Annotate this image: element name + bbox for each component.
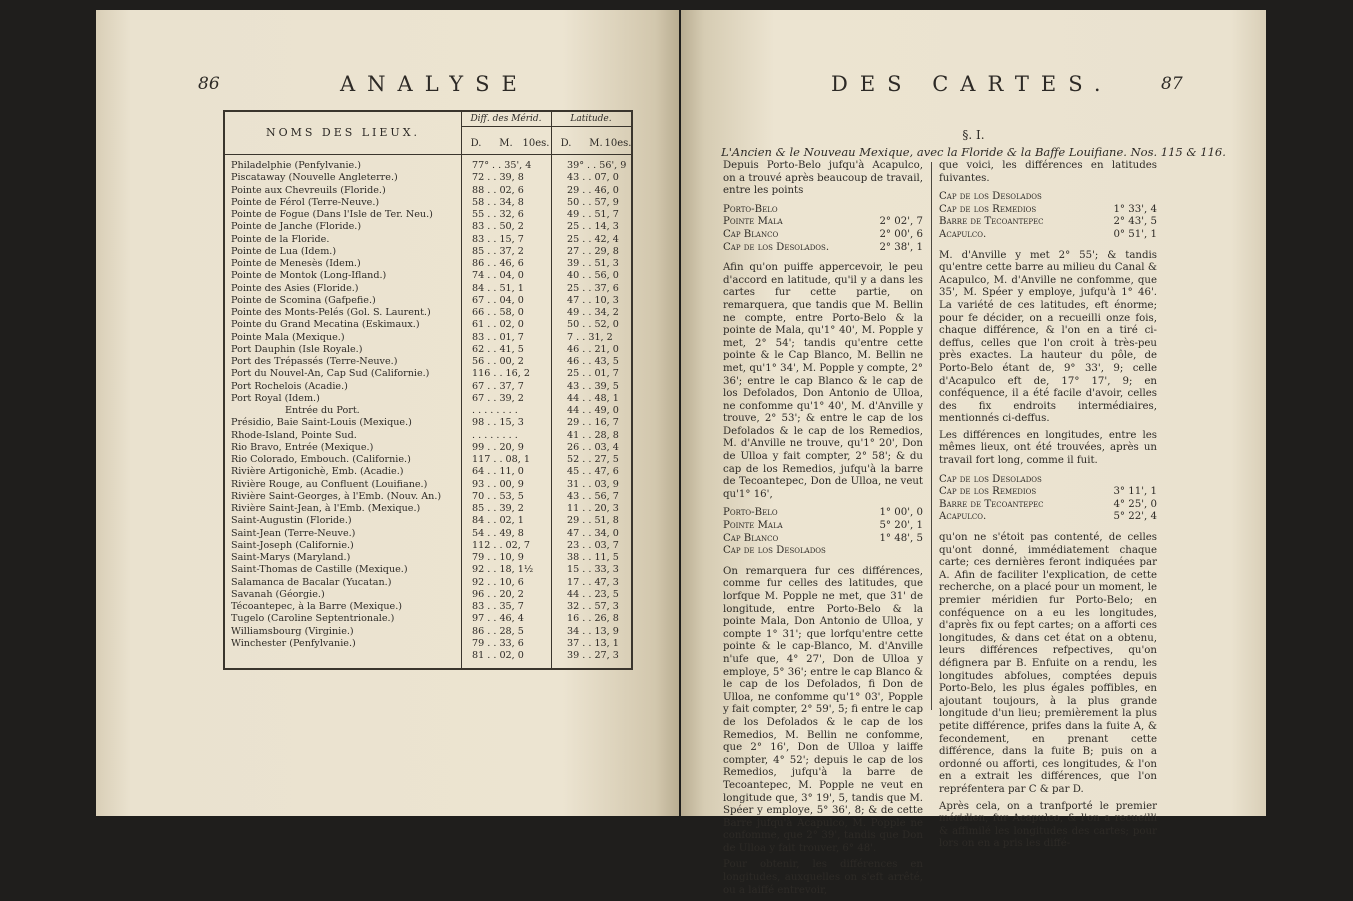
meridian-difference: 93 . . 00, 9 [472, 478, 524, 490]
place-name: Pointe de Janche (Floride.) [231, 221, 362, 233]
meridian-difference: 74 . . 04, 0 [472, 270, 524, 282]
section-subtitle: L'Ancien & le Nouveau Mexique, avec la Floride & la Baffe Louifiane. Nos. 115 & 116. [721, 145, 1226, 159]
table-row [231, 295, 627, 307]
meridian-difference: 56 . . 00, 2 [472, 356, 524, 367]
sub-minutes: M. [499, 138, 513, 149]
place-label: Pointe Mala [723, 216, 783, 228]
meridian-difference: 98 . . 15, 3 [472, 417, 524, 429]
table-row [231, 577, 627, 589]
distance-list [939, 474, 1157, 524]
latitude-value: 43 . . 07, 0 [567, 172, 619, 184]
paragraph: On remarquera fur ces différences, comme fur celles des latitudes, que lorfque M. Popple ne met, que 31' de longitude, entre Porto-Belo & la pointe Mala, Don Antonio de Ulloa, y compte 1° 31'; que lorfqu'entre cette pointe & le cap-Blanco, M. d'Anville n'ufe que, 4° 27', Don de Ulloa y employe, 5° 36'; entre le cap Blanco & le cap de los Defolados, fi Don de Ulloa, ne confomme qu'1° 03', Popple y fait compter, 2° 59', 5; fi entre le cap de los Defolados & le cap de los Remedios, M. Bellin ne confomme, que 2° 16', Don de Ulloa y laiffe compter, 4° 52'; depuis le cap de los Remedios, jufqu'à la barre de Tecoantepec, M. Popple ne veut en longitude que, 3° 19', 5, tandis que M. Spéer y employe, 5° 36', 8; & de cette Barre jufqu'à Acapulco, M. Popple ne confomme, que 2° 39', tandis que Don de Ulloa y fait trouver, 6° 48'. [723, 565, 923, 854]
list-item [723, 545, 923, 558]
meridian-difference: 85 . . 37, 2 [472, 245, 524, 257]
place-name: Pointe Mala (Mexique.) [231, 331, 345, 343]
place-label: Cap de los Desolados [939, 473, 1042, 485]
place-name: Técoantepec, à la Barre (Mexique.) [231, 601, 402, 612]
latitude-value: 45 . . 47, 6 [567, 466, 619, 478]
place-name: Présidio, Baie Saint-Louis (Mexique.) [231, 417, 412, 429]
meridian-difference: 72 . . 39, 8 [472, 172, 524, 184]
distance-list [939, 191, 1157, 241]
table-row [231, 589, 627, 601]
latitude-value: 37 . . 13, 1 [567, 637, 619, 649]
latitude-value: 11 . . 20, 3 [567, 503, 619, 514]
place-name: Saint-Augustin (Floride.) [231, 515, 352, 527]
list-item [939, 229, 1157, 242]
latitude-value: 43 . . 39, 5 [567, 380, 619, 392]
table-row [231, 368, 627, 380]
paragraph: Pour obtenir, les différences en longitudes, auxquelles on s'eft arrêté, ou a laiffé entrevoir, [723, 859, 923, 896]
latitude-value: 29 . . 46, 0 [567, 184, 619, 196]
place-label: Porto-Belo [723, 203, 778, 215]
place-label: Cap de los Desolados [939, 191, 1042, 203]
place-name: Rivière Saint-Jean, à l'Emb. (Mexique.) [231, 503, 421, 514]
paragraph: M. d'Anville y met 2° 55'; & tandis qu'entre cette barre au milieu du Canal & Acapulco, M. d'Anville ne confomme, que 35', M. Spéer y employe, jufqu'à 1° 46'. La variété de ces latitudes, eft énorme; pour fe décider, on a recueilli onze fois, chaque différence, & l'on en a tiré ci-deffus, celles que l'on croit à très-peu près exactes. La hauteur du pôle, de Porto-Belo étant de, 9° 33', 9; celle d'Acapulco eft de, 17° 17', 9; en conféquence, il a été facile d'avoir, celles des fix endroits intermédiaires, mentionnés ci-deffus. [939, 249, 1157, 425]
latitude-value: 25 . . 42, 4 [567, 233, 619, 245]
list-item [723, 216, 923, 229]
place-name: Entrée du Port. [285, 405, 360, 416]
meridian-difference: 86 . . 46, 6 [472, 258, 524, 269]
place-name: Rivière Saint-Georges, à l'Emb. (Nouv. An.) [231, 490, 442, 502]
meridian-difference: 81 . . 02, 0 [472, 650, 524, 661]
latitude-value: 38 . . 11, 5 [567, 552, 619, 563]
difference-value: 1° 00', 0 [879, 507, 923, 519]
list-item [939, 474, 1157, 487]
place-name: Pointe de Menesès (Idem.) [231, 258, 361, 269]
place-name: Piscataway (Nouvelle Angleterre.) [231, 172, 398, 184]
sub-minutes: M. [589, 138, 603, 149]
meridian-difference: 116 . . 16, 2 [472, 368, 530, 380]
meridian-difference: 77° . . 35', 4 [472, 160, 532, 171]
table-row [231, 258, 627, 270]
latitude-value: 26 . . 03, 4 [567, 441, 619, 453]
table-row [231, 172, 627, 184]
paragraph: Depuis Porto-Belo jufqu'à Acapulco, on a trouvé après beaucoup de travail, entre les points [723, 160, 923, 197]
table-row [231, 160, 627, 172]
list-item [939, 486, 1157, 499]
difference-value: 4° 25', 0 [1113, 498, 1157, 510]
places-table [223, 110, 633, 670]
table-row [231, 454, 627, 466]
meridian-difference: 97 . . 46, 4 [472, 613, 524, 625]
right-page [681, 10, 1266, 896]
latitude-value: 46 . . 43, 5 [567, 356, 619, 367]
difference-value: 3° 11', 1 [1113, 486, 1157, 498]
latitude-value: 34 . . 13, 9 [567, 625, 619, 637]
table-row [231, 356, 627, 368]
latitude-value: 31 . . 03, 9 [567, 478, 619, 490]
meridian-difference: 83 . . 01, 7 [472, 331, 524, 343]
place-label: Acapulco. [939, 511, 987, 523]
place-name: Port Rochelois (Acadie.) [231, 380, 348, 392]
open-book [96, 10, 1266, 896]
list-item [939, 499, 1157, 512]
place-name: Pointe des Monts-Pelés (Gol. S. Laurent.) [231, 307, 431, 318]
table-row [231, 564, 627, 576]
place-name: Williamsbourg (Virginie.) [231, 625, 354, 637]
list-item [723, 520, 923, 533]
meridian-difference: 66 . . 58, 0 [472, 307, 524, 318]
place-label: Pointe Mala [723, 520, 783, 532]
meridian-difference: 88 . . 02, 6 [472, 184, 524, 196]
table-subheader-rule [461, 126, 631, 127]
place-name: Salamanca de Bacalar (Yucatan.) [231, 576, 392, 588]
paragraph: Afin qu'on puiffe appercevoir, le peu d'accord en latitude, qu'il y a dans les cartes fur cette partie, on remarquera, que tandis que M. Bellin ne compte, entre Porto-Belo & la pointe de Mala, qu'1° 40', M. Popple y met, 2° 54'; tandis qu'entre cette pointe & le Cap Blanco, M. Bellin ne met, qu'1° 34', M. Popple y compte, 2° 36'; entre le cap Blanco & le cap de los Defolados, Don Antonio de Ulloa, ne confomme qu'1° 40', M. d'Anville y trouve, 2° 53'; & entre le cap de los Defolados & le cap de los Remedios, M. d'Anville ne trouve, qu'1° 20', Don de Ulloa y fait compter, 2° 58'; & du cap de los Remedios, jufqu'à la barre de Tecoantepec, Don de Ulloa, ne veut qu'1° 16', [723, 262, 923, 500]
table-row [231, 344, 627, 356]
table-row [231, 417, 627, 429]
table-row [231, 626, 627, 638]
place-name: Pointe du Grand Mecatina (Eskimaux.) [231, 319, 420, 331]
list-item [939, 511, 1157, 524]
text-column-right [939, 160, 1157, 855]
meridian-difference: 84 . . 51, 1 [472, 282, 524, 294]
place-name: Pointe de Scomina (Gafpefie.) [231, 294, 376, 306]
text-column-left [723, 160, 923, 901]
latitude-value: 49 . . 34, 2 [567, 307, 619, 318]
table-row [231, 613, 627, 625]
meridian-difference: 55 . . 32, 6 [472, 209, 524, 220]
difference-value: 1° 33', 4 [1113, 203, 1157, 215]
latitude-value: 15 . . 33, 3 [567, 564, 619, 576]
meridian-difference: 99 . . 20, 9 [472, 441, 524, 453]
table-row [231, 503, 627, 515]
column-rule [931, 162, 932, 710]
table-header-rule [225, 154, 631, 155]
place-name: Rio Bravo, Entrée (Mexique.) [231, 441, 374, 453]
difference-value: 0° 51', 1 [1113, 228, 1157, 240]
sub-tenths: 10es. [522, 138, 550, 149]
table-row [231, 381, 627, 393]
meridian-difference: 83 . . 50, 2 [472, 221, 524, 233]
meridian-difference: 92 . . 18, 1½ [472, 564, 534, 576]
paragraph: Les différences en longitudes, entre les mêmes lieux, ont été trouvées, après un travail fort long, comme il fuit. [939, 429, 1157, 467]
table-row [231, 528, 627, 540]
place-name: Pointe de Fogue (Dans l'Isle de Ter. Neu.) [231, 209, 433, 220]
meridian-difference: 117 . . 08, 1 [472, 454, 530, 465]
table-row [231, 234, 627, 246]
table-row [231, 466, 627, 478]
table-row [231, 540, 627, 552]
place-name: Pointe des Asies (Floride.) [231, 282, 359, 294]
place-name: Pointe de Lua (Idem.) [231, 245, 337, 257]
place-name: Saint-Jean (Terre-Neuve.) [231, 527, 356, 539]
latitude-value: 29 . . 16, 7 [567, 417, 619, 429]
latitude-value: 39° . . 56', 9 [567, 160, 627, 171]
meridian-difference: 96 . . 20, 2 [472, 588, 524, 600]
right-page-number: 87 [1161, 74, 1183, 94]
latitude-value: 46 . . 21, 0 [567, 343, 619, 355]
meridian-difference: . . . . . . . . [472, 429, 518, 441]
latitude-value: 39 . . 51, 3 [567, 258, 619, 269]
meridian-difference: 79 . . 10, 9 [472, 552, 524, 563]
place-label: Acapulco. [939, 228, 987, 240]
place-label: Cap de los Remedios [939, 203, 1037, 215]
table-row [231, 185, 627, 197]
place-name: Rivière Rouge, au Confluent (Louifiane.) [231, 478, 428, 490]
right-running-head: DES CARTES. [831, 72, 1113, 96]
sub-degrees: D. [470, 138, 482, 149]
latitude-value: 27 . . 29, 8 [567, 245, 619, 257]
place-name: Tugelo (Caroline Septentrionale.) [231, 613, 395, 625]
meridian-difference: 67 . . 04, 0 [472, 294, 524, 306]
table-row [231, 601, 627, 613]
place-label: Cap de los Remedios [939, 486, 1037, 498]
latitude-value: 52 . . 27, 5 [567, 454, 619, 465]
latitude-value: 23 . . 03, 7 [567, 539, 619, 551]
table-row [231, 430, 627, 442]
table-row [231, 246, 627, 258]
table-row [231, 197, 627, 209]
meridian-difference: . . . . . . . . [472, 405, 518, 416]
place-label: Porto-Belo [723, 507, 778, 519]
meridian-difference: 85 . . 39, 2 [472, 503, 524, 514]
table-row [231, 283, 627, 295]
sub-tenths: 10es. [604, 138, 632, 149]
latitude-value: 25 . . 37, 6 [567, 282, 619, 294]
place-name: Rio Colorado, Embouch. (Californie.) [231, 454, 411, 465]
meridian-difference: 92 . . 10, 6 [472, 576, 524, 588]
table-row [231, 332, 627, 344]
place-label: Cap de los Desolados. [723, 241, 830, 253]
latitude-value: 44 . . 48, 1 [567, 392, 619, 404]
meridian-difference: 67 . . 37, 7 [472, 380, 524, 392]
difference-value: 1° 48', 5 [879, 532, 923, 544]
place-name: Port des Trépassés (Terre-Neuve.) [231, 356, 398, 367]
place-label: Cap Blanco [723, 532, 779, 544]
place-name: Philadelphie (Penfylvanie.) [231, 160, 362, 171]
latitude-value: 47 . . 10, 3 [567, 294, 619, 306]
difference-value: 2° 00', 6 [879, 228, 923, 240]
place-name: Port Dauphin (Isle Royale.) [231, 343, 363, 355]
place-label: Cap Blanco [723, 228, 779, 240]
table-row [231, 650, 627, 662]
meridian-difference: 84 . . 02, 1 [472, 515, 524, 527]
difference-value: 5° 20', 1 [879, 520, 923, 532]
paragraph: qu'on ne s'étoit pas contenté, de celles qu'ont donné, immédiatement chaque carte; ces dernières feront indiquées par A. Afin de faciliter l'explication, de cette recherche, on a placé pour un moment, le premier méridien fur Porto-Belo; en conféquence on a eu les longitudes, d'après fix ou fept cartes; on a afforti ces longitudes, & dans cet état on a obtenu, leurs différences refpectives, qu'on défignera par B. Enfuite on a rendu, les longitudes abfolues, comptées depuis Porto-Belo, les plus égales poffibles, en ajoutant toujours, à la plus grande longitude d'un lieu; premièrement la plus petite différence, prifes dans la fuite A, & fecondement, en prenant cette différence, dans la fuite B; puis on a ordonné ou afforti, ces longitudes, & l'on en a extrait les différences, que l'on repréfentera par C & par D. [939, 532, 1157, 795]
latitude-value: 44 . . 23, 5 [567, 588, 619, 600]
difference-value: 2° 38', 1 [879, 241, 923, 253]
table-row [231, 479, 627, 491]
list-item [939, 204, 1157, 217]
distance-list [723, 507, 923, 557]
meridian-difference: 83 . . 35, 7 [472, 601, 524, 612]
meridian-difference: 62 . . 41, 5 [472, 343, 524, 355]
table-row [231, 491, 627, 503]
list-item [723, 242, 923, 255]
latitude-value: 39 . . 27, 3 [567, 650, 619, 661]
paragraph: que voici, les différences en latitudes fuivantes. [939, 160, 1157, 184]
place-name: Port du Nouvel-An, Cap Sud (Californie.) [231, 368, 430, 380]
table-row [231, 393, 627, 405]
difference-value: 2° 43', 5 [1113, 216, 1157, 228]
place-name: Pointe de la Floride. [231, 233, 330, 245]
table-row [231, 221, 627, 233]
table-row [231, 638, 627, 650]
list-item [723, 204, 923, 217]
meridian-difference: 112 . . 02, 7 [472, 539, 530, 551]
meridian-difference: 64 . . 11, 0 [472, 466, 524, 478]
place-label: Barre de Tecoantepec [939, 216, 1044, 228]
list-item [939, 216, 1157, 229]
difference-value: 5° 22', 4 [1113, 511, 1157, 523]
latitude-value: 16 . . 26, 8 [567, 613, 619, 625]
section-mark: §. I. [962, 128, 985, 142]
latitude-value: 29 . . 51, 8 [567, 515, 619, 527]
list-item [723, 533, 923, 546]
latitude-value: 49 . . 51, 7 [567, 209, 619, 220]
table-row [231, 270, 627, 282]
meridian-difference: 70 . . 53, 5 [472, 490, 524, 502]
table-row [231, 319, 627, 331]
sub-degrees: D. [560, 138, 572, 149]
place-label: Barre de Tecoantepec [939, 498, 1044, 510]
place-name: Savanah (Géorgie.) [231, 588, 325, 600]
latitude-value: 50 . . 57, 9 [567, 196, 619, 208]
meridian-difference: 54 . . 49, 8 [472, 527, 524, 539]
header-meridian: Diff. des Mérid. [470, 114, 542, 124]
list-item [723, 507, 923, 520]
meridian-difference: 67 . . 39, 2 [472, 392, 524, 404]
latitude-value: 50 . . 52, 0 [567, 319, 619, 331]
place-name: Saint-Joseph (Californie.) [231, 539, 354, 551]
paragraph: Après cela, on a tranfporté le premier méridien, fur Acapulco, & l'on a recueilli & affimilé les longitudes des cartes; pour lors on en a pris les diffé- [939, 800, 1157, 850]
latitude-value: 40 . . 56, 0 [567, 270, 619, 282]
table-row [231, 552, 627, 564]
latitude-value: 32 . . 57, 3 [567, 601, 619, 612]
table-row [231, 405, 627, 417]
left-page [96, 10, 679, 816]
distance-list [723, 204, 923, 254]
table-row [231, 307, 627, 319]
left-running-head: ANALYSE [340, 72, 529, 96]
meridian-difference: 83 . . 15, 7 [472, 233, 524, 245]
place-name: Rivière Artigonichè, Emb. (Acadie.) [231, 466, 404, 478]
list-item [723, 229, 923, 242]
place-name: Saint-Thomas de Castille (Mexique.) [231, 564, 408, 576]
place-name: Rhode-Island, Pointe Sud. [231, 429, 357, 441]
place-name: Pointe de Montok (Long-Ifland.) [231, 270, 387, 282]
latitude-value: 47 . . 34, 0 [567, 527, 619, 539]
table-row [231, 442, 627, 454]
meridian-difference: 79 . . 33, 6 [472, 637, 524, 649]
place-name: Saint-Marys (Maryland.) [231, 552, 351, 563]
left-page-number: 86 [198, 74, 220, 94]
latitude-value: 7 . . 31, 2 [567, 331, 613, 343]
table-row [231, 515, 627, 527]
latitude-value: 43 . . 56, 7 [567, 490, 619, 502]
place-label: Cap de los Desolados [723, 545, 826, 557]
meridian-difference: 61 . . 02, 0 [472, 319, 524, 331]
place-name: Pointe aux Chevreuils (Floride.) [231, 184, 386, 196]
header-place-names: NOMS DES LIEUX. [265, 126, 421, 139]
latitude-value: 25 . . 01, 7 [567, 368, 619, 380]
latitude-value: 44 . . 49, 0 [567, 405, 619, 416]
latitude-value: 41 . . 28, 8 [567, 429, 619, 441]
difference-value: 2° 02', 7 [879, 216, 923, 228]
place-name: Winchester (Penfylvanie.) [231, 637, 356, 649]
table-body [231, 160, 627, 662]
latitude-value: 25 . . 14, 3 [567, 221, 619, 233]
place-name: Port Royal (Idem.) [231, 392, 320, 404]
table-row [231, 209, 627, 221]
meridian-difference: 86 . . 28, 5 [472, 625, 524, 637]
place-name: Pointe de Férol (Terre-Neuve.) [231, 196, 380, 208]
list-item [939, 191, 1157, 204]
latitude-value: 17 . . 47, 3 [567, 576, 619, 588]
header-latitude: Latitude. [570, 114, 612, 124]
meridian-difference: 58 . . 34, 8 [472, 196, 524, 208]
